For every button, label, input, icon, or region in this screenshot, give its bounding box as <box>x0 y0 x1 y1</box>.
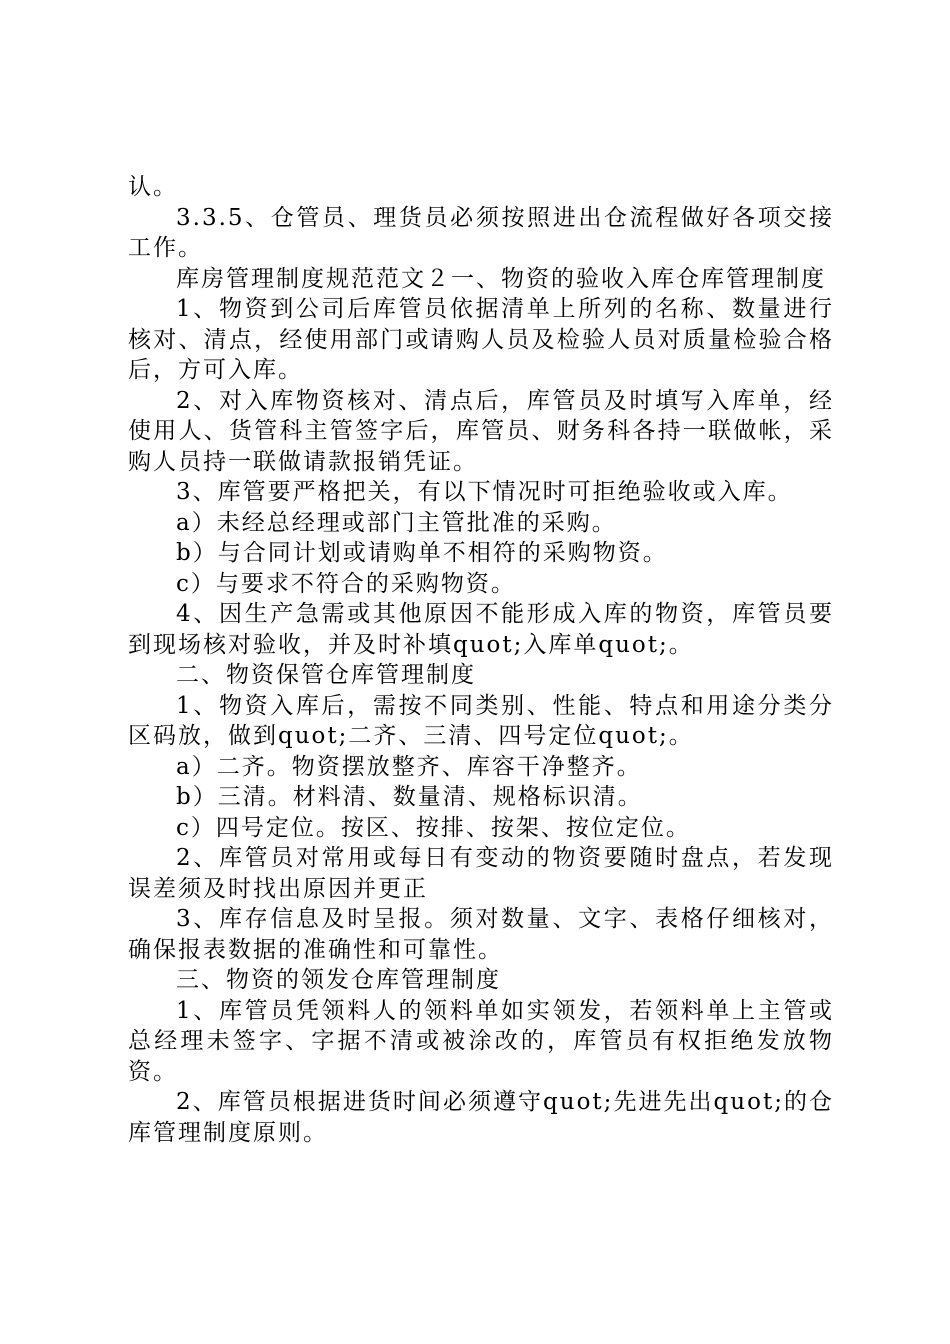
paragraph: 1、物资到公司后库管员依据清单上所列的名称、数量进行核对、清点，经使用部门或请购人员及检验人员对质量检验合格后，方可入库。 <box>128 296 834 383</box>
list-item: a）未经总经理或部门主管批准的采购。 <box>176 509 617 536</box>
paragraph: 4、因生产急需或其他原因不能形成入库的物资，库管员要到现场核对验收，并及时补填quot;入库单quot;。 <box>128 601 834 658</box>
section-heading: 三、物资的领发仓库管理制度 <box>176 967 501 993</box>
section-heading: 库房管理制度规范范文２一、物资的验收入库仓库管理制度 <box>176 265 826 292</box>
paragraph: 3.3.5、仓管员、理货员必须按照进出仓流程做好各项交接工作。 <box>128 204 834 261</box>
list-item: b）与合同计划或请购单不相符的采购物资。 <box>176 540 668 566</box>
paragraph: 3、库存信息及时呈报。须对数量、文字、表格仔细核对，确保报表数据的准确性和可靠性。 <box>128 906 834 963</box>
section-heading: 二、物资保管仓库管理制度 <box>176 662 476 688</box>
list-item: c）四号定位。按区、按排、按架、按位定位。 <box>176 814 691 841</box>
document-body <box>128 172 834 1148</box>
paragraph: 2、库管员对常用或每日有变动的物资要随时盘点，若发现误差须及时找出原因并更正 <box>128 845 834 902</box>
list-item: a）二齐。物资摆放整齐、库容干净整齐。 <box>176 753 642 780</box>
paragraph: 1、物资入库后，需按不同类别、性能、特点和用途分类分区码放，做到quot;二齐、三清、四号定位quot;。 <box>128 692 834 749</box>
list-item: c）与要求不符合的采购物资。 <box>176 570 516 597</box>
paragraph: 认。 <box>128 174 178 200</box>
paragraph: 2、对入库物资核对、清点后，库管员及时填写入库单，经使用人、货管科主管签字后，库管员、财务科各持一联做帐，采购人员持一联做请款报销凭证。 <box>128 387 834 475</box>
list-item: b）三清。材料清、数量清、规格标识清。 <box>176 784 643 810</box>
paragraph: 2、库管员根据进货时间必须遵守quot;先进先出quot;的仓库管理制度原则。 <box>128 1089 834 1146</box>
paragraph: 1、库管员凭领料人的领料单如实领发，若领料单上主管或总经理未签字、字据不清或被涂改的，库管员有权拒绝发放物资。 <box>128 997 834 1085</box>
paragraph: 3、库管要严格把关，有以下情况时可拒绝验收或入库。 <box>176 479 793 505</box>
